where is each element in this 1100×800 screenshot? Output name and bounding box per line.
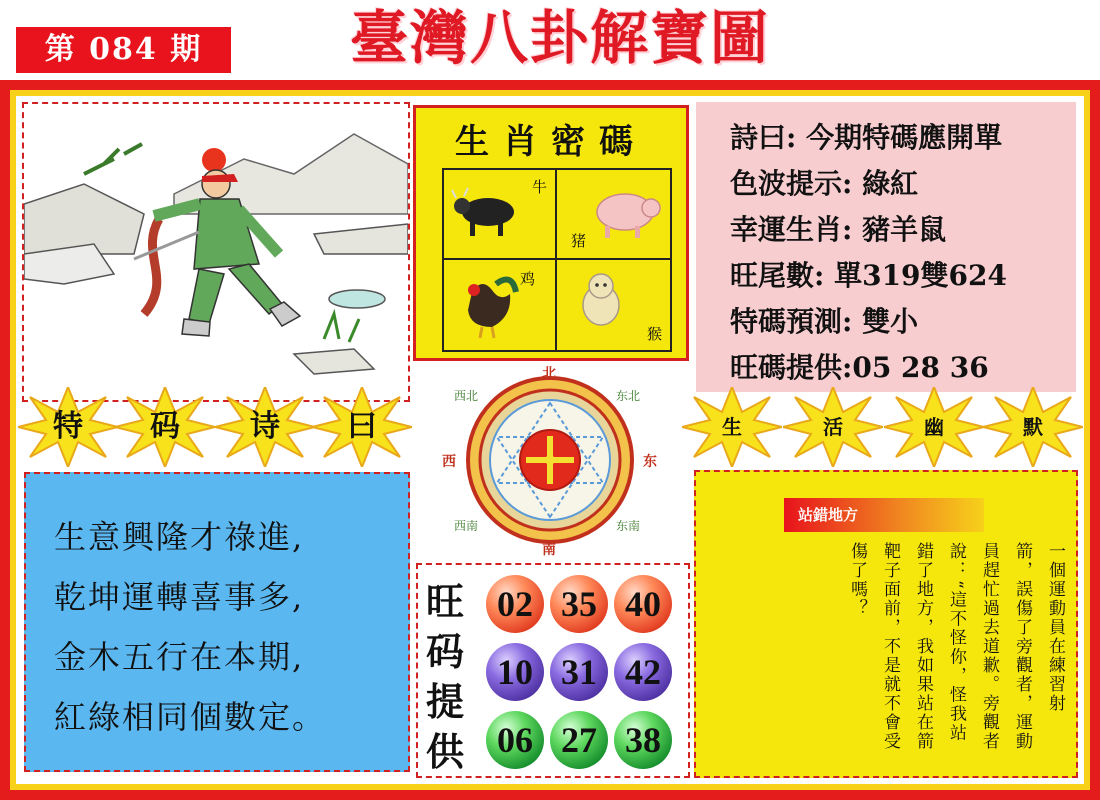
- number-ball: 06: [486, 711, 544, 769]
- hint-lucky-zodiac: 幸運生肖: 豬羊鼠: [730, 213, 947, 246]
- zodiac-cell-pig: [557, 170, 670, 260]
- life-star-3-label: 幽: [924, 415, 944, 439]
- compass-west: 西: [442, 454, 456, 470]
- zodiac-cell-monkey: [557, 260, 670, 350]
- page-title: 臺灣八卦解寶圖: [349, 4, 770, 72]
- number-ball: 38: [614, 711, 672, 769]
- zodiac-cell-ox: [444, 170, 557, 260]
- zodiac-cell-rooster: [444, 260, 557, 350]
- hint-poem: 詩曰: 今期特碼應開單: [730, 121, 1003, 154]
- hot-numbers-label: 旺码提供: [425, 579, 464, 774]
- pig-icon: [583, 184, 663, 244]
- hint-tail-numbers: 旺尾數: 單319雙624: [730, 259, 1007, 292]
- compass-northwest: 西北: [454, 389, 479, 403]
- compass-southwest: 西南: [454, 519, 479, 533]
- poem-line-3: 金木五行在本期,: [54, 638, 305, 676]
- number-ball: 10: [486, 643, 544, 701]
- zodiac-label-rooster: 鸡: [520, 270, 536, 288]
- story-column-1: 一個運動員在練習射: [1045, 542, 1065, 713]
- life-star-4: [983, 387, 1083, 467]
- snake-illustration: [22, 102, 410, 402]
- humor-story-box: [694, 470, 1078, 778]
- hot-numbers-box: [416, 563, 690, 778]
- number-ball: 42: [614, 643, 672, 701]
- compass-southeast: 东南: [616, 519, 641, 533]
- story-column-6: 靶子面前，不是就不會受: [880, 542, 900, 751]
- poem-star-1: [18, 387, 118, 467]
- number-ball: 02: [486, 575, 544, 633]
- compass-south: 南: [542, 542, 556, 558]
- poem-box: [24, 472, 410, 772]
- poem-star-4-label: 曰: [347, 409, 377, 444]
- number-ball: 31: [550, 643, 608, 701]
- compass-northeast: 东北: [616, 389, 641, 403]
- zodiac-label-monkey: 猴: [646, 325, 662, 343]
- poem-line-2: 乾坤運轉喜事多,: [54, 578, 305, 616]
- poem-line-1: 生意興隆才祿進,: [54, 518, 305, 556]
- zodiac-label-ox: 牛: [531, 178, 547, 196]
- number-ball: 40: [614, 575, 672, 633]
- poem-star-1-label: 特: [53, 409, 83, 444]
- monkey-icon: [571, 270, 631, 330]
- number-ball: 27: [550, 711, 608, 769]
- life-star-3: [884, 387, 984, 467]
- issue-number: 第 084 期: [16, 27, 231, 73]
- hint-panel: [696, 102, 1076, 392]
- zodiac-label-pig: 猪: [571, 232, 587, 250]
- life-star-1: [682, 387, 782, 467]
- poem-star-2: [115, 387, 215, 467]
- hint-hot-numbers: 旺碼提供:05 28 36: [730, 351, 989, 384]
- story-column-4: 說：“這不怪你，怪我站: [946, 542, 966, 743]
- compass-north: 北: [542, 366, 556, 382]
- story-column-3: 員趕忙過去道歉。旁觀者: [979, 542, 999, 751]
- poem-line-4: 紅綠相同個數定。: [54, 698, 327, 736]
- number-ball: 35: [550, 575, 608, 633]
- snake-hunter-icon: [24, 104, 408, 400]
- poem-star-3: [215, 387, 315, 467]
- poem-star-4: [312, 387, 412, 467]
- ox-icon: [450, 182, 520, 242]
- hint-color-wave: 色波提示: 綠紅: [730, 167, 919, 200]
- life-star-2-label: 活: [823, 415, 843, 439]
- poem-star-2-label: 码: [150, 409, 180, 444]
- story-title: 站錯地方: [784, 498, 984, 532]
- hint-prediction: 特碼預測: 雙小: [730, 305, 919, 338]
- zodiac-title: 生肖密碼: [455, 122, 647, 162]
- story-column-5: 錯了地方，我如果站在箭: [913, 542, 933, 751]
- life-star-2: [783, 387, 883, 467]
- story-column-7: 傷了嗎？: [847, 542, 867, 618]
- rooster-icon: [452, 272, 522, 342]
- zodiac-grid: [442, 168, 672, 352]
- compass-east: 东: [643, 454, 657, 470]
- story-column-2: 箭，誤傷了旁觀者，運動: [1012, 542, 1032, 751]
- life-star-1-label: 生: [722, 415, 742, 439]
- poem-star-3-label: 诗: [250, 409, 280, 444]
- bagua-compass: [438, 363, 663, 558]
- zodiac-code-box: [413, 105, 689, 361]
- life-star-4-label: 默: [1023, 415, 1043, 439]
